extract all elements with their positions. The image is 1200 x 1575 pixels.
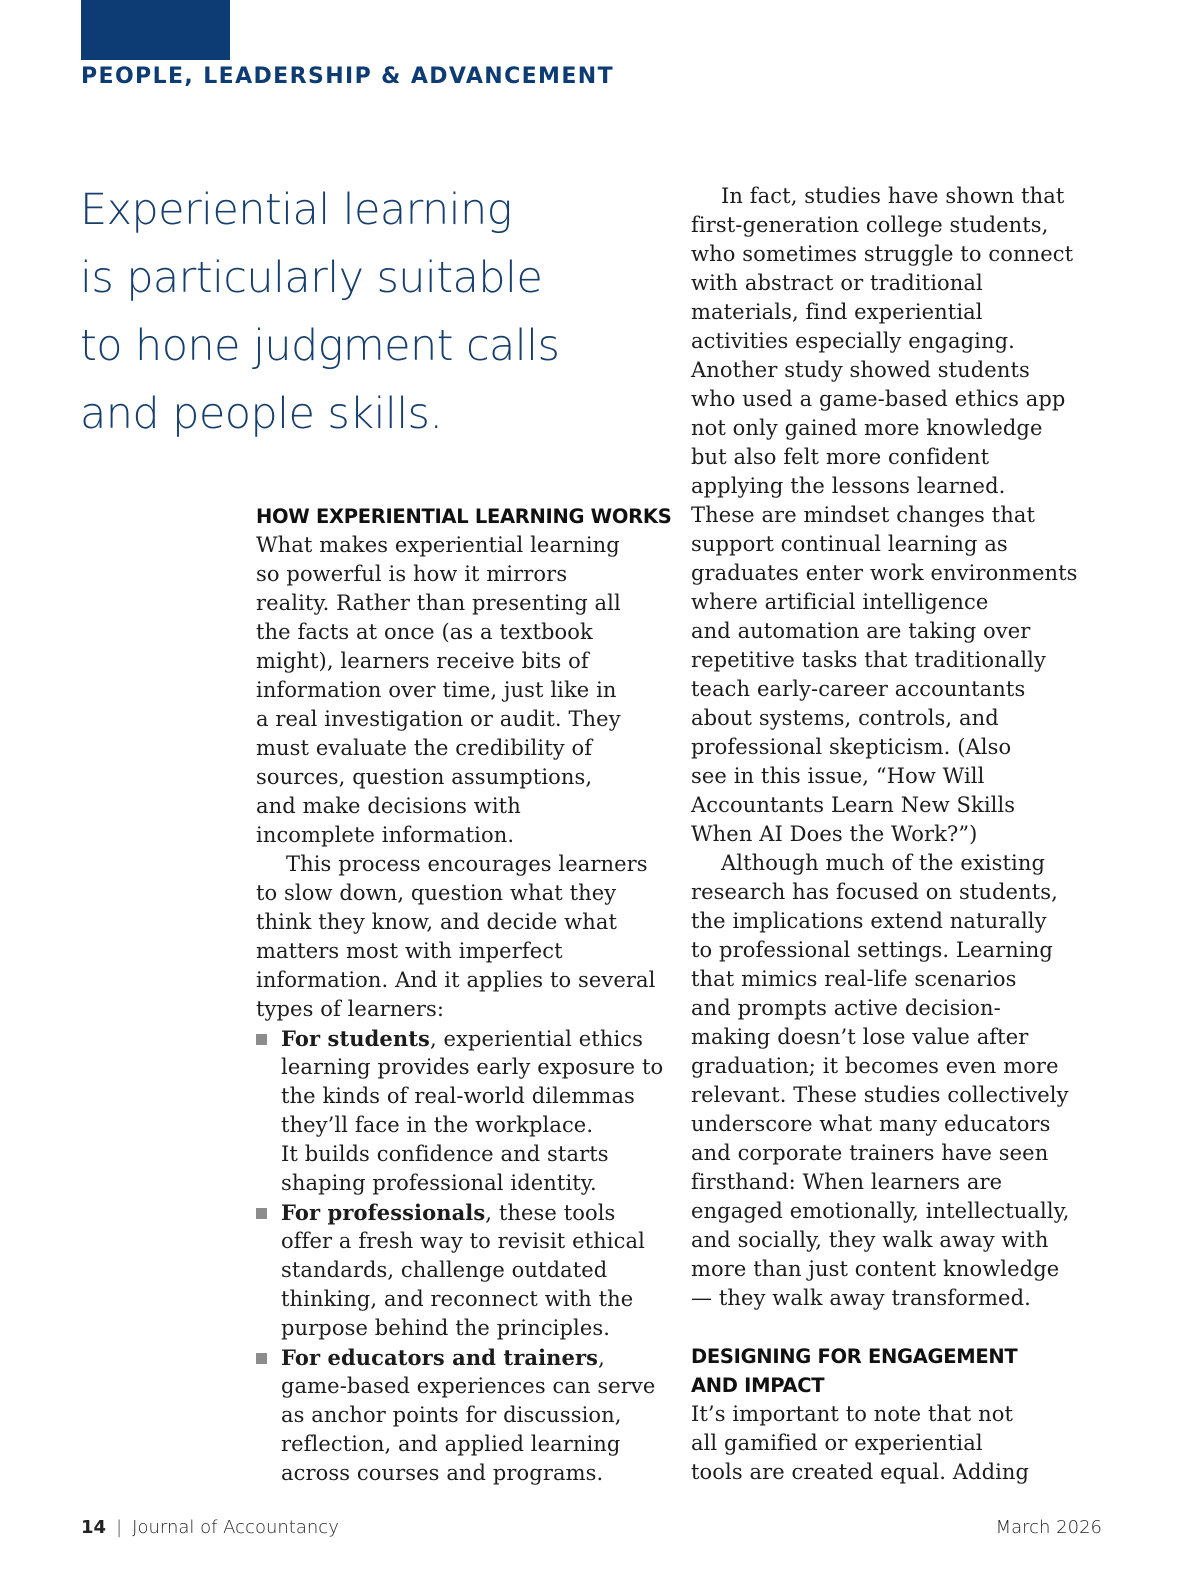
footer-left	[81, 1517, 339, 1538]
text-line: materials, find experiential	[691, 300, 983, 324]
text-line: thinking, and reconnect with the	[281, 1287, 634, 1311]
spacer	[691, 1313, 1091, 1342]
issue-date: March 2026	[995, 1517, 1102, 1538]
text-line: that mimics real-life scenarios	[691, 967, 1017, 991]
text-line: and automation are taking over	[691, 619, 1031, 643]
text-line	[256, 1024, 681, 1053]
text-line: This process encourages learners	[286, 852, 648, 876]
text-line: These are mindset changes that	[691, 503, 1035, 527]
text-line: applying the lessons learned.	[691, 474, 1006, 498]
text-line: What makes experiential learning	[256, 533, 620, 557]
text-line: and make decisions with	[256, 794, 521, 818]
text-line: underscore what many educators	[691, 1112, 1051, 1136]
left-column	[256, 502, 681, 1488]
text-line: more than just content knowledge	[691, 1257, 1060, 1281]
text-line: When AI Does the Work?”)	[691, 822, 978, 846]
text-line: offer a fresh way to revisit ethical	[281, 1229, 645, 1253]
text-line: reflection, and applied learning	[281, 1432, 621, 1456]
text-line: types of learners:	[256, 997, 445, 1021]
text-line: graduation; it becomes even more	[691, 1054, 1059, 1078]
section-label: PEOPLE, LEADERSHIP & ADVANCEMENT	[81, 64, 614, 89]
text-line: graduates enter work environments	[691, 561, 1078, 585]
bullet-item	[256, 1343, 681, 1488]
square-bullet-icon	[256, 1208, 267, 1219]
text-line: standards, challenge outdated	[281, 1258, 608, 1282]
text-line: In fact, studies have shown that	[721, 184, 1065, 208]
text-line: to professional settings. Learning	[691, 938, 1053, 962]
square-bullet-icon	[256, 1353, 267, 1364]
text-line: purpose behind the principles.	[281, 1316, 611, 1340]
text-line: who used a game-based ethics app	[691, 387, 1066, 411]
text-line: must evaluate the credibility of	[256, 736, 593, 760]
square-bullet-icon	[256, 1034, 267, 1045]
text-line: might), learners receive bits of	[256, 649, 589, 673]
section-heading: AND IMPACT	[691, 1374, 825, 1397]
footer-separator: |	[116, 1517, 123, 1538]
text-line: all gamified or experiential	[691, 1431, 983, 1455]
text-line: as anchor points for discussion,	[281, 1403, 622, 1427]
text-line: see in this issue, “How Will	[691, 764, 985, 788]
text-line: research has focused on students,	[691, 880, 1058, 904]
text-line: with abstract or traditional	[691, 271, 983, 295]
text-line: learning provides early exposure to	[281, 1055, 664, 1079]
text-line: Accountants Learn New Skills	[691, 793, 1016, 817]
pull-quote-line: is particularly suitable	[80, 253, 543, 303]
bullet-lead: For educators and trainers	[281, 1345, 599, 1370]
text-line: teach early-career accountants	[691, 677, 1026, 701]
text-line: relevant. These studies collectively	[691, 1083, 1069, 1107]
text-line: but also felt more confident	[691, 445, 990, 469]
text-line: the kinds of real-world dilemmas	[281, 1084, 635, 1108]
bullet-item	[256, 1198, 681, 1343]
page-number: 14	[81, 1517, 107, 1538]
text-line: tools are created equal. Adding	[691, 1460, 1030, 1484]
text-line: matters most with imperfect	[256, 939, 563, 963]
text-line: professional skepticism. (Also	[691, 735, 1012, 759]
paragraph	[691, 849, 1091, 1313]
text-line: the implications extend naturally	[691, 909, 1047, 933]
text-line: reality. Rather than presenting all	[256, 591, 621, 615]
text-line: where artificial intelligence	[691, 590, 989, 614]
text-line: firsthand: When learners are	[691, 1170, 1003, 1194]
text-line	[256, 1343, 681, 1372]
text-line: and prompts active decision-	[691, 996, 1001, 1020]
text-line: — they walk away transformed.	[691, 1286, 1031, 1310]
section-color-bar	[81, 0, 230, 60]
bullet-lead: For students	[281, 1026, 430, 1051]
pull-quote-line: to hone judgment calls	[80, 321, 560, 371]
bullet-lead: For professionals	[281, 1200, 486, 1225]
paragraph	[691, 182, 1091, 849]
text-line: not only gained more knowledge	[691, 416, 1043, 440]
text-line: incomplete information.	[256, 823, 515, 847]
text-line: engaged emotionally, intellectually,	[691, 1199, 1070, 1223]
text-line: making doesn’t lose value after	[691, 1025, 1029, 1049]
text-line: so powerful is how it mirrors	[256, 562, 568, 586]
section-heading: DESIGNING FOR ENGAGEMENT	[691, 1345, 1018, 1368]
text-line: the facts at once (as a textbook	[256, 620, 593, 644]
text-line: game-based experiences can serve	[281, 1374, 656, 1398]
text-line: about systems, controls, and	[691, 706, 999, 730]
text-line: think they know, and decide what	[256, 910, 617, 934]
right-column	[691, 182, 1091, 1487]
text-line: shaping professional identity.	[281, 1171, 597, 1195]
bullet-text: , these tools	[485, 1201, 616, 1225]
bullet-text: ,	[598, 1346, 605, 1370]
pull-quote-line: Experiential learning	[80, 185, 512, 235]
bullet-list	[256, 1024, 681, 1488]
text-line: Another study showed students	[691, 358, 1030, 382]
section-heading: HOW EXPERIENTIAL LEARNING WORKS	[256, 505, 672, 528]
text-line: they’ll face in the workplace.	[281, 1113, 594, 1137]
journal-name: Journal of Accountancy	[132, 1517, 339, 1538]
pull-quote	[80, 176, 600, 448]
text-line: first-generation college students,	[691, 213, 1049, 237]
text-line: and socially, they walk away with	[691, 1228, 1049, 1252]
text-line: and corporate trainers have seen	[691, 1141, 1049, 1165]
text-line: to slow down, question what they	[256, 881, 617, 905]
bullet-item	[256, 1024, 681, 1198]
bullet-text: , experiential ethics	[429, 1027, 643, 1051]
text-line: It builds confidence and starts	[281, 1142, 609, 1166]
paragraph	[256, 850, 681, 1024]
text-line: repetitive tasks that traditionally	[691, 648, 1046, 672]
text-line: who sometimes struggle to connect	[691, 242, 1074, 266]
text-line: sources, question assumptions,	[256, 765, 593, 789]
pull-quote-line: and people skills.	[80, 389, 443, 439]
text-line: It’s important to note that not	[691, 1402, 1013, 1426]
text-line: a real investigation or audit. They	[256, 707, 621, 731]
text-line: support continual learning as	[691, 532, 1008, 556]
text-line: across courses and programs.	[281, 1461, 604, 1485]
text-line: activities especially engaging.	[691, 329, 1015, 353]
text-line	[256, 1198, 681, 1227]
text-line: information. And it applies to several	[256, 968, 656, 992]
text-line: Although much of the existing	[721, 851, 1046, 875]
text-line: information over time, just like in	[256, 678, 617, 702]
paragraph	[256, 531, 681, 850]
paragraph	[691, 1400, 1091, 1487]
